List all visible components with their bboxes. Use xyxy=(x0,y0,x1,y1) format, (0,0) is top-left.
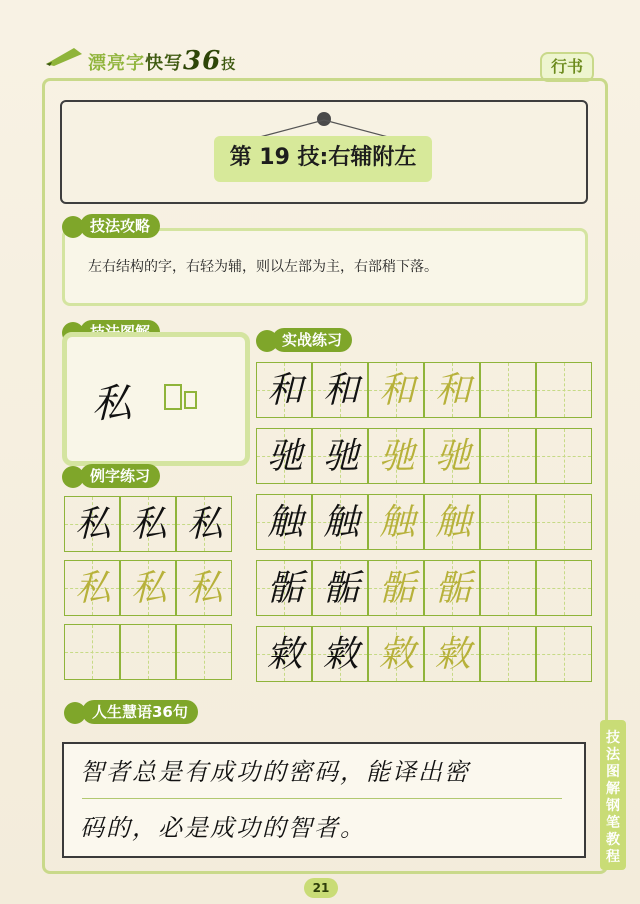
practice-char: 触 xyxy=(322,502,359,543)
example-char: 私 xyxy=(186,568,223,609)
practice-cell[interactable] xyxy=(480,428,536,484)
practice-cell[interactable] xyxy=(368,626,424,682)
style-tag: 行书 xyxy=(540,52,594,82)
diagram-char: 私 xyxy=(92,381,132,427)
practice-cell[interactable] xyxy=(536,428,592,484)
practice-cell[interactable] xyxy=(256,494,312,550)
quote-label: 人生慧语36句 xyxy=(82,700,198,724)
practice-char xyxy=(481,561,537,617)
practice-char: 敹 xyxy=(378,634,415,675)
side-tab-text: 技法图解钢笔教程 xyxy=(606,730,620,865)
quote-line-2: 码的，必是成功的智者。 xyxy=(80,814,366,842)
practice-cell[interactable] xyxy=(312,494,368,550)
practice-char: 敹 xyxy=(434,634,471,675)
example-cell[interactable] xyxy=(176,496,232,552)
practice-char: 和 xyxy=(322,370,359,411)
practice-cell[interactable] xyxy=(312,362,368,418)
example-char: 私 xyxy=(74,568,111,609)
practice-cell[interactable] xyxy=(480,494,536,550)
example-cell[interactable] xyxy=(120,560,176,616)
example-cell[interactable] xyxy=(64,560,120,616)
example-cell[interactable] xyxy=(176,560,232,616)
practice-char xyxy=(481,627,537,683)
practice-cell[interactable] xyxy=(256,626,312,682)
example-char: 私 xyxy=(186,504,223,545)
practice-cell[interactable] xyxy=(480,626,536,682)
practice-cell[interactable] xyxy=(368,362,424,418)
practice-grid xyxy=(256,362,592,682)
practice-char xyxy=(481,495,537,551)
practice-cell[interactable] xyxy=(368,560,424,616)
diagram-box xyxy=(62,332,250,466)
practice-cell[interactable] xyxy=(424,560,480,616)
practice-char xyxy=(481,363,537,419)
practice-cell[interactable] xyxy=(312,560,368,616)
practice-char: 和 xyxy=(266,370,303,411)
practice-cell[interactable] xyxy=(424,362,480,418)
tips-text: 左右结构的字，右轻为辅，则以左部为主，右部稍下落。 xyxy=(88,259,438,275)
practice-char: 驰 xyxy=(434,436,471,477)
practice-cell[interactable] xyxy=(536,494,592,550)
brand-part1: 漂亮字 xyxy=(88,53,145,74)
pen-icon xyxy=(44,44,86,66)
practice-char: 敹 xyxy=(322,634,359,675)
practice-char: 骺 xyxy=(378,568,415,609)
practice-cell[interactable] xyxy=(424,428,480,484)
practice-char xyxy=(481,429,537,485)
practice-label: 实战练习 xyxy=(272,328,352,352)
example-cell[interactable] xyxy=(64,624,120,680)
practice-char: 触 xyxy=(434,502,471,543)
practice-char xyxy=(537,429,593,485)
example-char xyxy=(65,625,121,681)
practice-char: 骺 xyxy=(322,568,359,609)
practice-cell[interactable] xyxy=(424,494,480,550)
practice-char: 触 xyxy=(266,502,303,543)
structure-diagram-icon xyxy=(164,384,198,410)
example-char xyxy=(121,625,177,681)
practice-char xyxy=(537,363,593,419)
practice-cell[interactable] xyxy=(256,362,312,418)
example-char xyxy=(177,625,233,681)
practice-char: 驰 xyxy=(322,436,359,477)
practice-cell[interactable] xyxy=(424,626,480,682)
tips-label: 技法攻略 xyxy=(80,214,160,238)
examples-label: 例字练习 xyxy=(80,464,160,488)
quote-line-1: 智者总是有成功的密码，能译出密 xyxy=(80,758,470,786)
quote-rule xyxy=(82,798,562,799)
practice-cell[interactable] xyxy=(368,494,424,550)
brand-part2: 快写 xyxy=(145,53,183,74)
practice-char: 和 xyxy=(434,370,471,411)
practice-char xyxy=(537,627,593,683)
example-grid xyxy=(64,496,232,676)
example-cell[interactable] xyxy=(120,624,176,680)
example-char: 私 xyxy=(130,568,167,609)
brand-number: 36 xyxy=(183,46,222,76)
practice-cell[interactable] xyxy=(312,626,368,682)
practice-cell[interactable] xyxy=(256,560,312,616)
example-cell[interactable] xyxy=(176,624,232,680)
page-number: 21 xyxy=(304,878,338,898)
practice-char: 触 xyxy=(378,502,415,543)
practice-char xyxy=(537,561,593,617)
practice-char: 骺 xyxy=(434,568,471,609)
practice-cell[interactable] xyxy=(480,362,536,418)
page-title: 第 19 技:右辅附左 xyxy=(229,145,417,170)
example-char: 私 xyxy=(74,504,111,545)
practice-char: 和 xyxy=(378,370,415,411)
practice-char: 驰 xyxy=(378,436,415,477)
example-char: 私 xyxy=(130,504,167,545)
practice-char xyxy=(537,495,593,551)
practice-char: 敹 xyxy=(266,634,303,675)
book-brand xyxy=(88,46,236,76)
practice-char: 骺 xyxy=(266,568,303,609)
practice-cell[interactable] xyxy=(256,428,312,484)
example-cell[interactable] xyxy=(64,496,120,552)
practice-cell[interactable] xyxy=(536,362,592,418)
practice-cell[interactable] xyxy=(312,428,368,484)
brand-suffix: 技 xyxy=(221,57,237,73)
practice-cell[interactable] xyxy=(368,428,424,484)
practice-cell[interactable] xyxy=(536,560,592,616)
practice-char: 驰 xyxy=(266,436,303,477)
practice-cell[interactable] xyxy=(536,626,592,682)
example-cell[interactable] xyxy=(120,496,176,552)
practice-cell[interactable] xyxy=(480,560,536,616)
